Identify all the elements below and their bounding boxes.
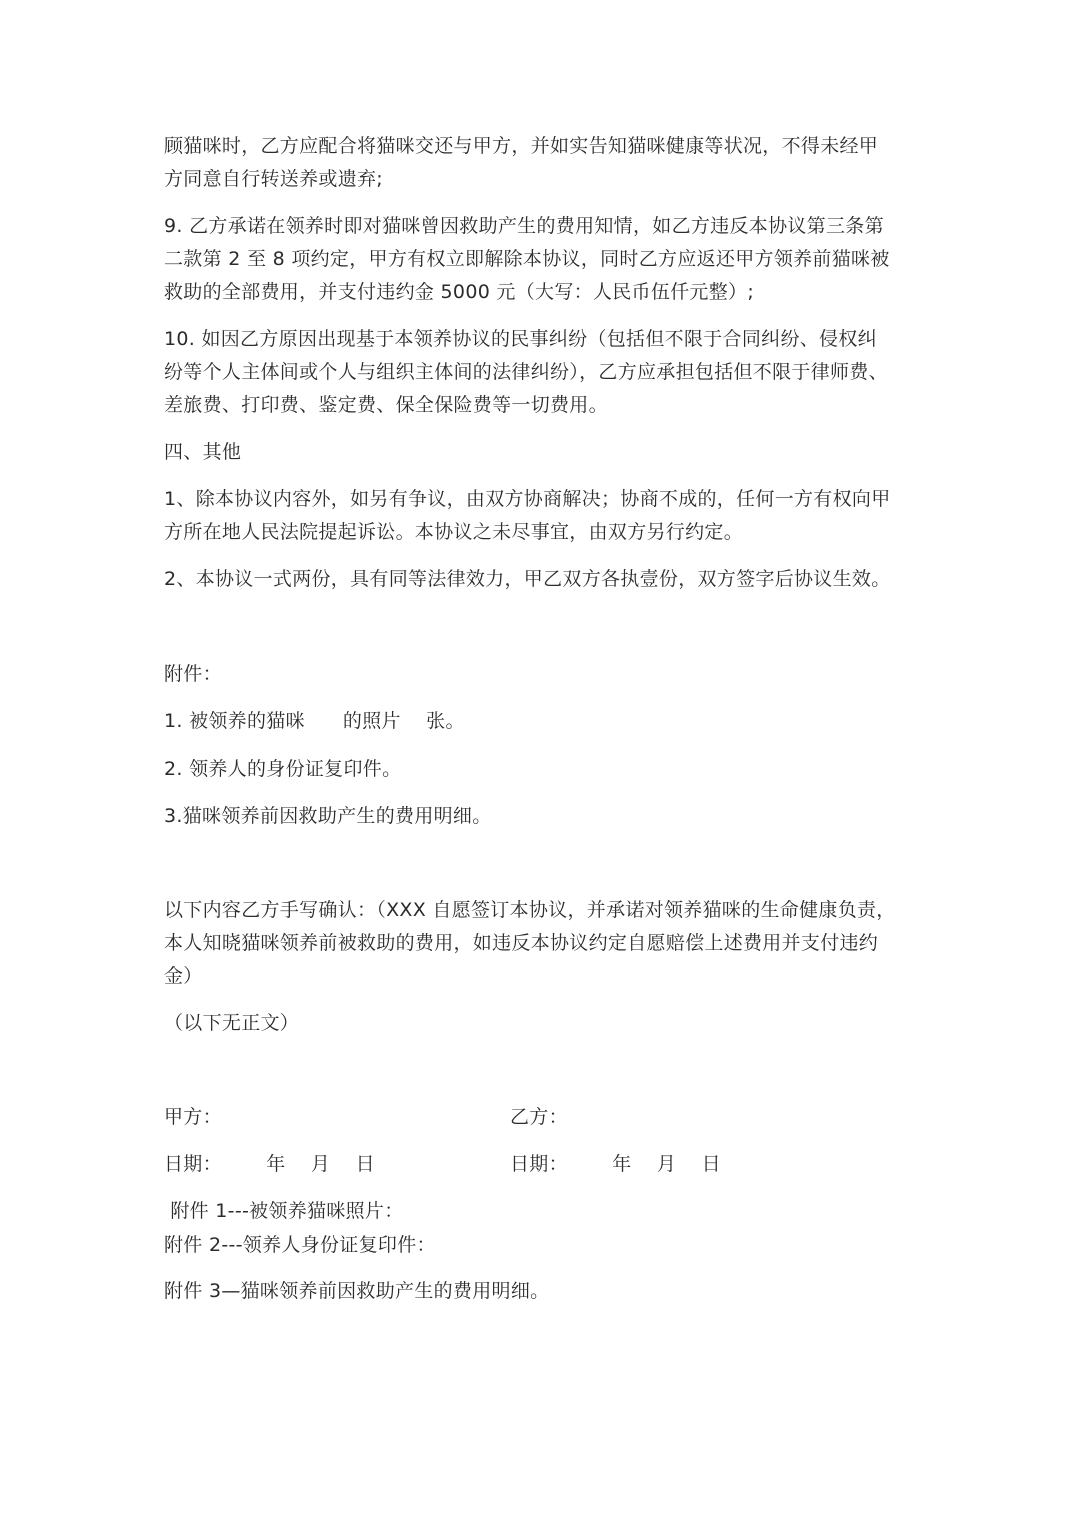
clause-10-line-1: 10. 如因乙方原因出现基于本领养协议的民事纠纷（包括但不限于合同纠纷、侵权纠 (164, 328, 877, 350)
other-clause-2: 2、本协议一式两份，具有同等法律效力，甲乙双方各执壹份，双方签字后协议生效。 (164, 568, 891, 590)
clause-9-line-2: 二款第 2 至 8 项约定，甲方有权立即解除本协议，同时乙方应返还甲方领养前猫咪被 (164, 248, 890, 270)
section-heading-other: 四、其他 (164, 441, 242, 463)
clause-8-line-1: 顾猫咪时，乙方应配合将猫咪交还与甲方，并如实告知猫咪健康等状况，不得未经甲 (164, 135, 879, 157)
appendix-2-label: 附件 2---领养人身份证复印件： (164, 1234, 436, 1256)
clause-9-line-3: 救助的全部费用，并支付违约金 5000 元（大写：人民币伍仟元整）; (164, 281, 755, 303)
clause-10-line-3: 差旅费、打印费、鉴定费、保全保险费等一切费用。 (164, 394, 608, 416)
clause-9-line-1: 9. 乙方承诺在领养时即对猫咪曾因救助产生的费用知情，如乙方违反本协议第三条第 (164, 215, 884, 237)
party-a-date: 日期： 年 月 日 (164, 1153, 375, 1175)
other-clause-1-line-1: 1、除本协议内容外，如另有争议，由双方协商解决；协商不成的，任何一方有权向甲 (164, 488, 891, 510)
party-b-label: 乙方： (510, 1106, 568, 1128)
appendix-1-label: 附件 1---被领养猫咪照片： (164, 1200, 404, 1222)
no-more-text-note: （以下无正文） (164, 1012, 300, 1034)
other-clause-1-line-2: 方所在地人民法院提起诉讼。本协议之未尽事宜，由双方另行约定。 (164, 521, 744, 543)
party-b-date: 日期： 年 月 日 (510, 1153, 721, 1175)
clause-10-line-2: 纷等个人主体间或个人与组织主体间的法律纠纷），乙方应承担包括但不限于律师费、 (164, 361, 888, 383)
handwritten-confirm-line-1: 以下内容乙方手写确认：（XXX 自愿签订本协议，并承诺对领养猫咪的生命健康负责， (164, 899, 896, 921)
party-a-label: 甲方： (164, 1106, 222, 1128)
attachment-item: 1. 被领养的猫咪 的照片 张。 (164, 710, 465, 732)
appendix-3-label: 附件 3—猫咪领养前因救助产生的费用明细。 (164, 1280, 550, 1302)
attachment-item: 3.猫咪领养前因救助产生的费用明细。 (164, 805, 492, 827)
handwritten-confirm-line-3: 金） (164, 965, 203, 987)
clause-8-line-2: 方同意自行转送养或遗弃; (164, 168, 384, 190)
attachment-item: 2. 领养人的身份证复印件。 (164, 758, 402, 780)
handwritten-confirm-line-2: 本人知晓猫咪领养前被救助的费用，如违反本协议约定自愿赔偿上述费用并支付违约 (164, 932, 879, 954)
attachments-heading: 附件： (164, 663, 222, 685)
